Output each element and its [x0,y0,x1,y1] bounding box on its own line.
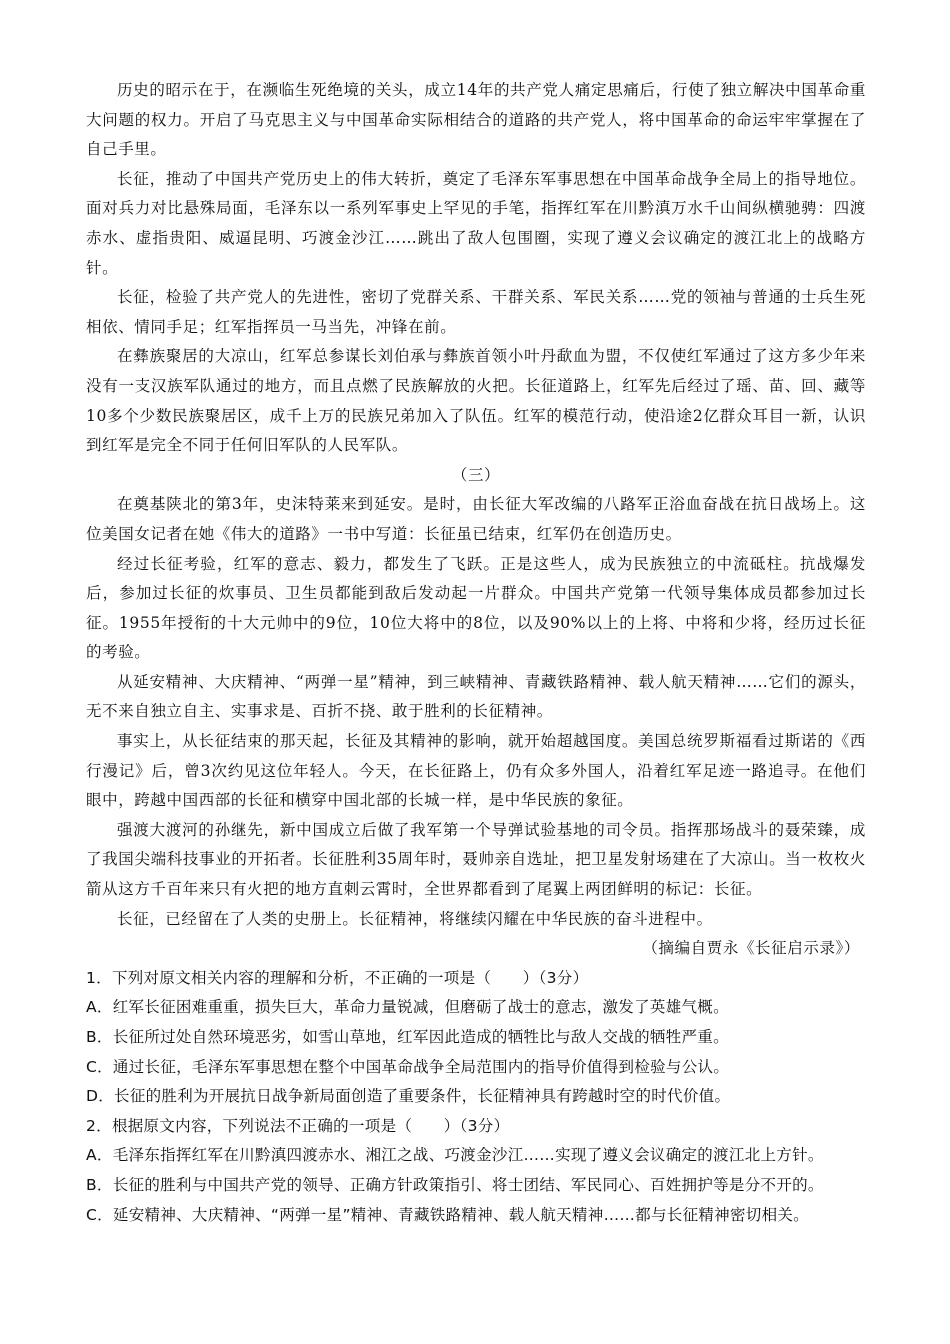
article-paragraph: 长征，已经留在了人类的史册上。长征精神，将继续闪耀在中华民族的奋斗进程中。 [117,909,713,928]
article-paragraph: 经过长征考验，红军的意志、毅力，都发生了飞跃。正是这些人，成为民族独立的中流砥柱。抗战爆发后，参加过长征的炊事员、卫生员都能到敌后发动起一片群众。中国共产党第一代领导集体成员都参加过长征。1955年授衔的十大元帅中的9位，10位大将中的8位，以及90%以上的上将、中将和少将，经历过长征的考验。 [86,554,866,662]
question-option-d: D．长征的胜利为开展抗日战争新局面创造了重要条件，长征精神具有跨越时空的时代价值。 [86,1087,731,1106]
question-stem: 2．根据原文内容，下列说法不正确的一项是（ ）（3分） [86,1116,510,1135]
article [86,76,866,964]
article-paragraph: 强渡大渡河的孙继先，新中国成立后做了我军第一个导弹试验基地的司令员。指挥那场战斗的聂荣臻，成了我国尖端科技事业的开拓者。长征胜利35周年时，聂帅亲自选址，把卫星发射场建在了大凉山。当一枚枚火箭从这方千百年来只有火把的地方直刺云霄时，全世界都看到了尾翼上两团鲜明的标记：长征。 [86,820,866,899]
exam-page [86,76,866,1230]
question-option-b: B．长征所过处自然环境恶劣，如雪山草地，红军因此造成的牺牲比与敌人交战的牺牲严重。 [86,1028,729,1046]
question-option-c: C．通过长征，毛泽东军事思想在整个中国革命战争全局范围内的指导价值得到检验与公认。 [86,1057,730,1076]
article-paragraph: 历史的昭示在于，在濒临生死绝境的关头，成立14年的共产党人痛定思痛后，行使了独立解决中国革命重大问题的权力。开启了马克思主义与中国革命实际相结合的道路的共产党人，将中国革命的命运牢牢掌握在了自己手里。 [86,81,866,159]
article-paragraph: 长征，检验了共产党人的先进性，密切了党群关系、干群关系、军民关系……党的领袖与普通的士兵生死相依、情同手足；红军指挥员一马当先，冲锋在前。 [86,288,866,336]
article-paragraph: 从延安精神、大庆精神、“两弹一星”精神，到三峡精神、青藏铁路精神、载人航天精神……它们的源头，无不来自独立自主、实事求是、百折不挠、敢于胜利的长征精神。 [86,672,866,721]
article-paragraph: 在彝族聚居的大凉山，红军总参谋长刘伯承与彝族首领小叶丹歃血为盟，不仅使红军通过了这方多少年来没有一支汉族军队通过的地方，而且点燃了民族解放的火把。长征道路上，红军先后经过了瑶、苗、回、藏等10多个少数民族聚居区，成千上万的民族兄弟加入了队伍。红军的模范行动，使沿途2亿群众耳目一新，认识到红军是完全不同于任何旧军队的人民军队。 [86,347,866,455]
article-source: （摘编自贾永《长征启示录》） [642,939,860,958]
article-paragraph: 事实上，从长征结束的那天起，长征及其精神的影响，就开始超越国度。美国总统罗斯福看过斯诺的《西行漫记》后，曾3次约见这位年轻人。今天，在长征路上，仍有众多外国人，沿着红军足迹一路追寻。在他们眼中，跨越中国西部的长征和横穿中国北部的长城一样，是中华民族的象征。 [86,732,866,810]
article-paragraph: 长征，推动了中国共产党历史上的伟大转折，奠定了毛泽东军事思想在中国革命战争全局上的指导地位。面对兵力对比悬殊局面，毛泽东以一系列军事史上罕见的手笔，指挥红军在川黔滇万水千山间纵横驰骋：四渡赤水、虚指贵阳、威逼昆明、巧渡金沙江……跳出了敌人包围圈，实现了遵义会议确定的渡江北上的战略方针。 [86,169,866,277]
question-option-a: A．毛泽东指挥红军在川黔滇四渡赤水、湘江之战、巧渡金沙江……实现了遵义会议确定的渡江北上方针。 [86,1146,824,1165]
question-1 [86,964,866,1112]
question-option-a: A．红军长征困难重重，损失巨大，革命力量锐减，但磨砺了战士的意志，激发了英雄气概。 [86,998,729,1017]
question-option-c: C．延安精神、大庆精神、“两弹一星”精神、青藏铁路精神、载人航天精神……都与长征精神密切相关。 [86,1205,809,1224]
question-2 [86,1112,866,1230]
question-stem: 1．下列对原文相关内容的理解和分析，不正确的一项是（ ）（3分） [86,968,589,987]
section-heading: （三） [451,465,501,484]
article-paragraph: 在奠基陕北的第3年，史沫特莱来到延安。是时，由长征大军改编的八路军正浴血奋战在抗日战场上。这位美国女记者在她《伟大的道路》一书中写道：长征虽已结束，红军仍在创造历史。 [86,495,866,543]
question-option-b: B．长征的胜利与中国共产党的领导、正确方针政策指引、将士团结、军民同心、百姓拥护等是分不开的。 [86,1175,824,1194]
